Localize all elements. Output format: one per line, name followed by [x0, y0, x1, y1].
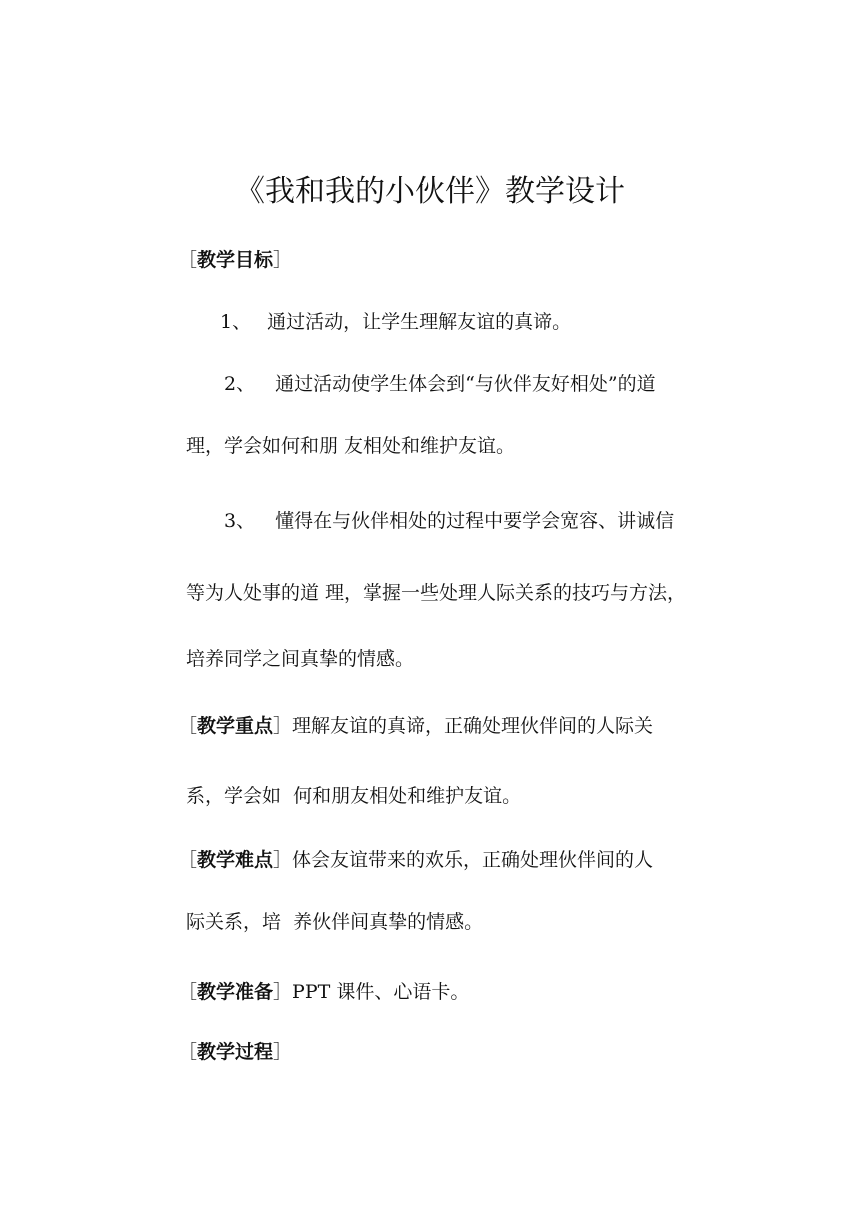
key-points-text: 理解友谊的真谛，正确处理伙伴间的人际关 — [292, 715, 654, 737]
objective-text-continued: 等为人处事的道 理，掌握一些处理人际关系的技巧与方法， — [186, 582, 687, 604]
document-title: 《我和我的小伙伴》教学设计 — [235, 174, 625, 209]
objectives-label: 教学目标 — [197, 249, 274, 271]
bracket-close: ］ — [273, 849, 293, 871]
preparation-line — [178, 978, 469, 1006]
bracket-open: ［ — [178, 1041, 198, 1063]
objective-text: 通过活动，让学生理解友谊的真谛。 — [267, 311, 572, 333]
objectives-heading — [178, 246, 292, 274]
key-points-text-continued: 系，学会如 何和朋友相处和维护友谊。 — [186, 785, 522, 807]
difficulties-text: 体会友谊带来的欢乐，正确处理伙伴间的人 — [292, 849, 654, 871]
difficulties-line — [178, 846, 653, 874]
bracket-open: ［ — [178, 981, 198, 1003]
bracket-open: ［ — [178, 715, 198, 737]
objective-item-2 — [224, 370, 656, 398]
process-label: 教学过程 — [197, 1041, 274, 1063]
bracket-open: ［ — [178, 249, 198, 271]
preparation-label: 教学准备 — [197, 981, 274, 1003]
objective-text-continued: 培养同学之间真挚的情感。 — [186, 648, 415, 670]
objective-number: 2、 — [224, 373, 256, 395]
difficulties-text-continued: 际关系，培 养伙伴间真挚的情感。 — [186, 911, 484, 933]
key-points-label: 教学重点 — [197, 715, 274, 737]
difficulties-label: 教学难点 — [197, 849, 274, 871]
objective-number: 3、 — [224, 510, 256, 532]
bracket-close: ］ — [273, 1041, 293, 1063]
objective-item-1 — [220, 308, 571, 336]
bracket-open: ［ — [178, 849, 198, 871]
objective-item-3 — [224, 507, 674, 535]
bracket-close: ］ — [273, 981, 293, 1003]
objective-text: 通过活动使学生体会到“与伙伴友好相处”的道 — [275, 373, 656, 395]
objective-number: 1、 — [220, 311, 252, 333]
bracket-close: ］ — [273, 715, 293, 737]
process-heading — [178, 1038, 292, 1066]
bracket-close: ］ — [273, 249, 293, 271]
key-points-line — [178, 712, 653, 740]
objective-text-continued: 理，学会如何和朋 友相处和维护友谊。 — [186, 435, 516, 457]
preparation-text: PPT 课件、心语卡。 — [292, 981, 470, 1003]
objective-text: 懂得在与伙伴相处的过程中要学会宽容、讲诚信 — [275, 510, 675, 532]
